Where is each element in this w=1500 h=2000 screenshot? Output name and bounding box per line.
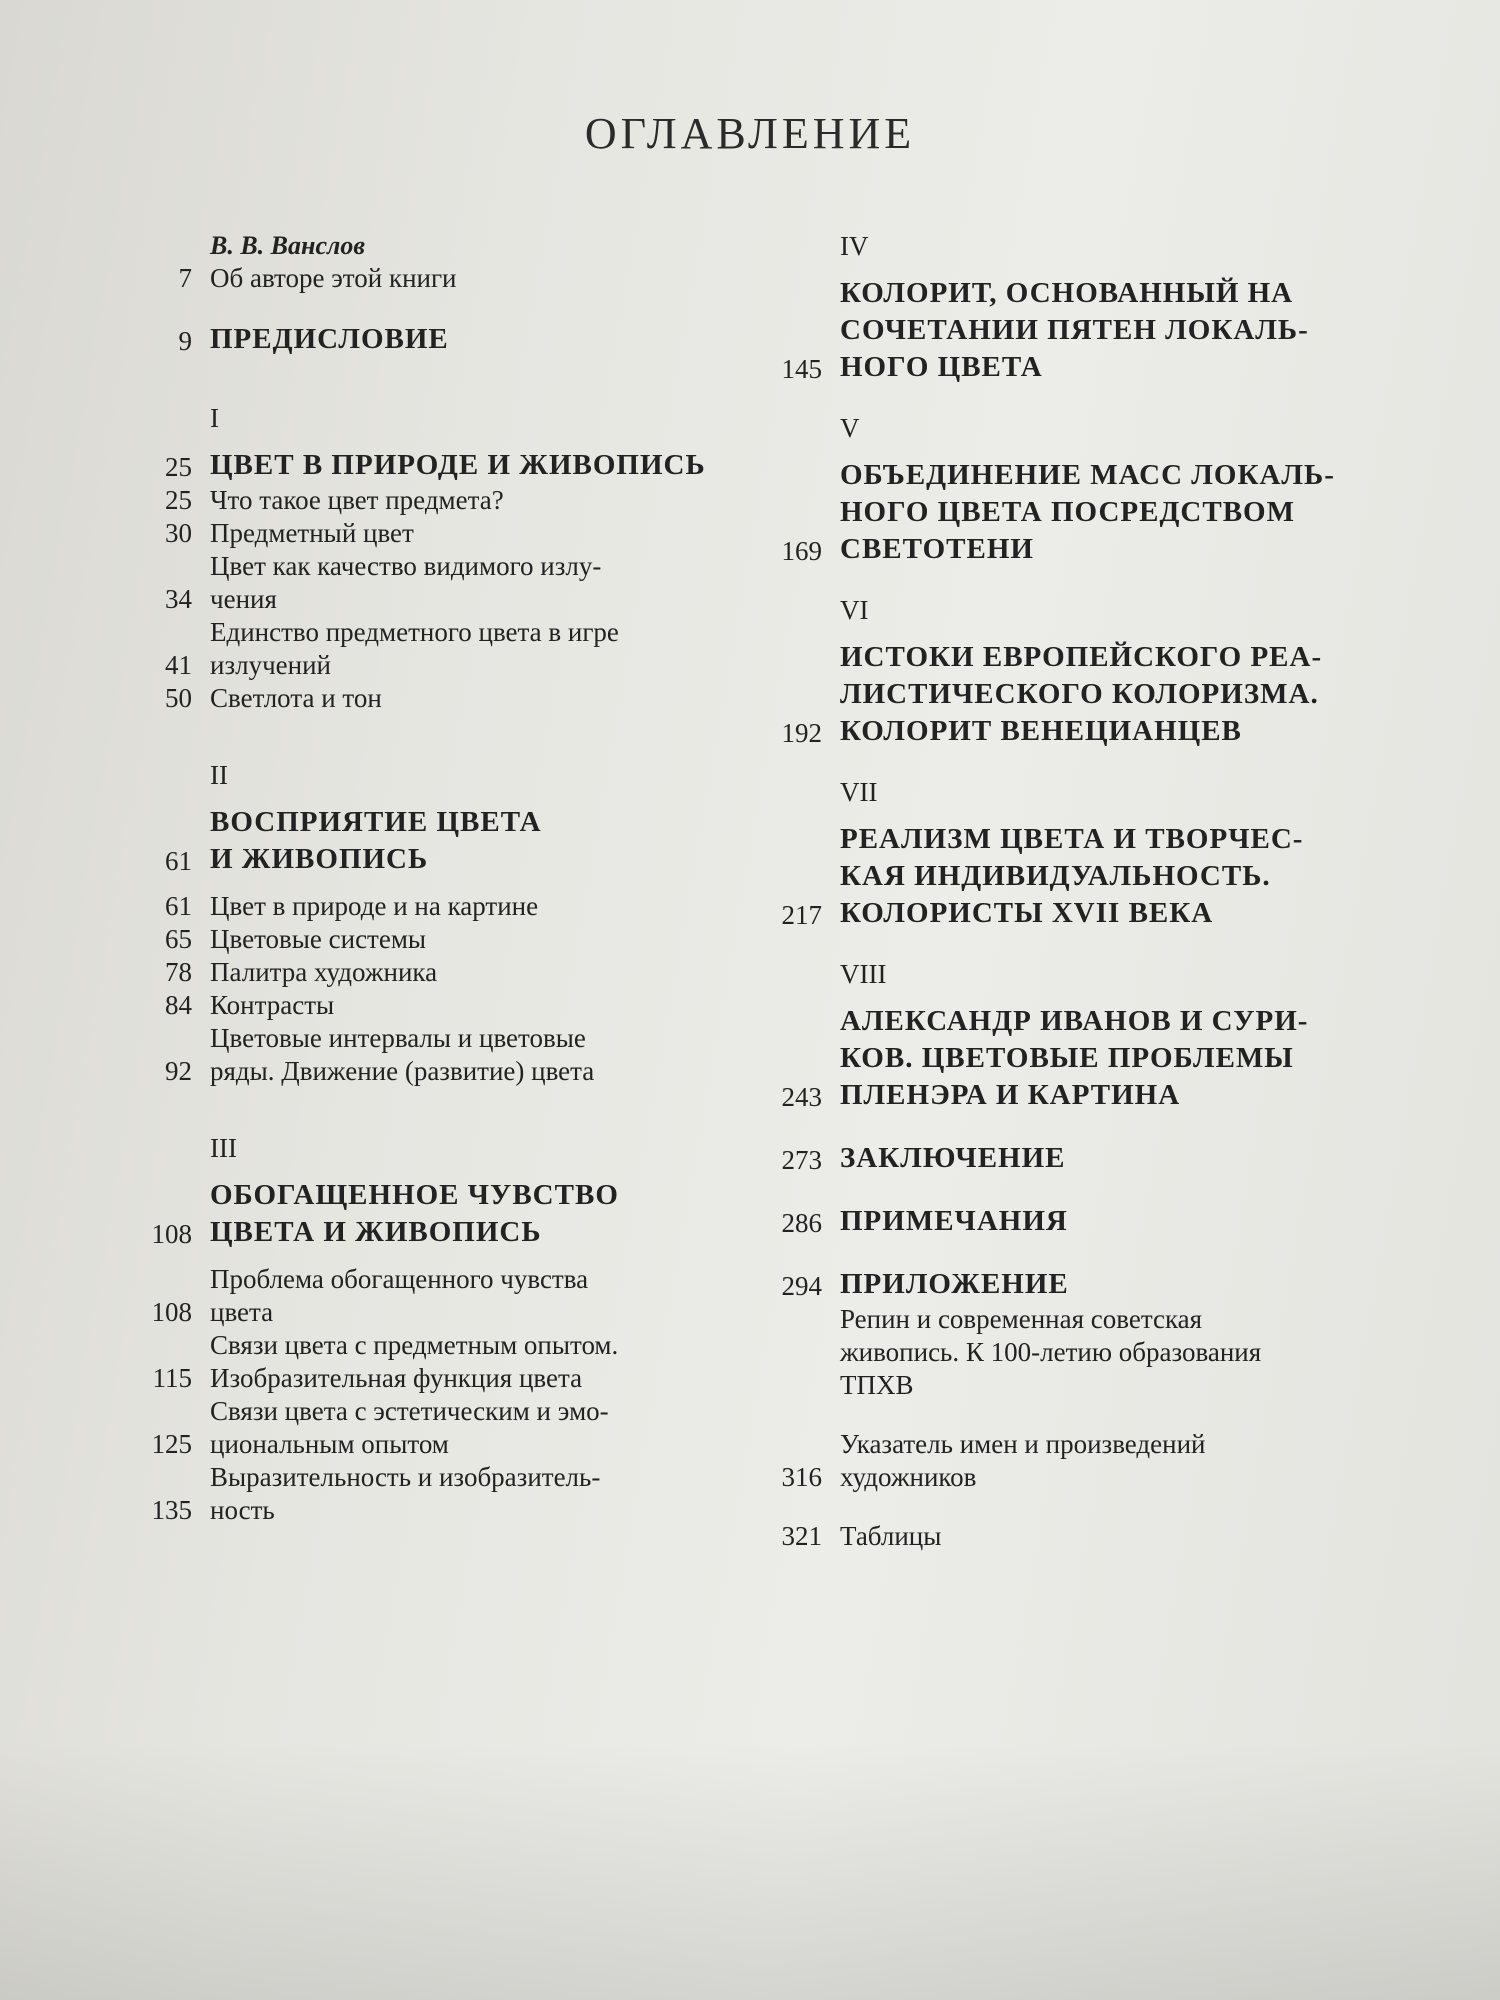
toc-entry[interactable] bbox=[130, 616, 750, 682]
entry-title: Цветовые системы bbox=[210, 924, 427, 954]
page-number: 135 bbox=[151, 1495, 192, 1525]
page-number: 9 bbox=[178, 326, 192, 356]
page-number: 294 bbox=[781, 1271, 822, 1301]
page-number: 7 bbox=[178, 263, 192, 293]
entry-title: Предметный цвет bbox=[210, 518, 414, 548]
chapter-number: IV bbox=[840, 231, 869, 261]
page-number: 321 bbox=[781, 1521, 822, 1551]
page-number: 273 bbox=[781, 1145, 822, 1175]
page-number: 61 bbox=[165, 891, 192, 921]
toc-chapter-heading[interactable] bbox=[130, 1177, 750, 1251]
entry-title: Связи цвета с предметным опытом. Изобразительная функция цвета bbox=[210, 1330, 619, 1393]
toc-entry[interactable] bbox=[130, 1022, 750, 1088]
toc-entry-appendix[interactable] bbox=[760, 1266, 1360, 1303]
chapter-title: ОБОГАЩЕННОЕ ЧУВСТВО ЦВЕТА И ЖИВОПИСЬ bbox=[210, 1179, 619, 1248]
toc-chapter-heading[interactable] bbox=[130, 804, 750, 878]
toc-entry[interactable] bbox=[130, 550, 750, 616]
entry-title: Светлота и тон bbox=[210, 683, 382, 713]
page-title: ОГЛАВЛЕНИЕ bbox=[584, 109, 916, 158]
entry-title: ПРЕДИСЛОВИЕ bbox=[210, 323, 449, 355]
chapter-title: РЕАЛИЗМ ЦВЕТА И ТВОРЧЕС- КАЯ ИНДИВИДУАЛЬНОСТЬ. КОЛОРИСТЫ XVII ВЕКА bbox=[840, 823, 1304, 929]
entry-title: Цветовые интервалы и цветовые ряды. Движение (развитие) цвета bbox=[210, 1023, 595, 1086]
entry-title: ПРИМЕЧАНИЯ bbox=[840, 1205, 1068, 1237]
toc-entry-tables[interactable] bbox=[760, 1520, 1360, 1553]
chapter-title: КОЛОРИТ, ОСНОВАННЫЙ НА СОЧЕТАНИИ ПЯТЕН ЛОКАЛЬ- НОГО ЦВЕТА bbox=[840, 277, 1309, 383]
chapter-title: ОБЪЕДИНЕНИЕ МАСС ЛОКАЛЬ- НОГО ЦВЕТА ПОСРЕДСТВОМ СВЕТОТЕНИ bbox=[840, 459, 1335, 565]
chapter-number: VI bbox=[840, 595, 869, 625]
page-number: 169 bbox=[781, 536, 822, 566]
page-number: 286 bbox=[781, 1208, 822, 1238]
toc-entry[interactable] bbox=[130, 989, 750, 1022]
toc-entry-preface[interactable] bbox=[130, 321, 750, 358]
toc-entry[interactable] bbox=[130, 1395, 750, 1461]
entry-title: Цвет в природе и на картине bbox=[210, 891, 539, 921]
toc-entry[interactable] bbox=[130, 517, 750, 550]
chapter-number: III bbox=[210, 1133, 237, 1163]
toc-entry-about[interactable] bbox=[130, 262, 750, 295]
toc-entry-notes[interactable] bbox=[760, 1203, 1360, 1240]
toc-entry[interactable] bbox=[130, 484, 750, 517]
page-number: 115 bbox=[152, 1363, 192, 1393]
toc-chapter-heading[interactable] bbox=[760, 275, 1360, 386]
chapter-number: VII bbox=[840, 777, 878, 807]
chapter-title: ЦВЕТ В ПРИРОДЕ И ЖИВОПИСЬ bbox=[210, 449, 706, 481]
toc-right-column bbox=[760, 230, 1360, 1553]
page-number: 34 bbox=[165, 584, 192, 614]
entry-title: Таблицы bbox=[840, 1521, 942, 1551]
page-number: 108 bbox=[151, 1219, 192, 1249]
toc-entry[interactable] bbox=[130, 682, 750, 715]
toc-entry[interactable] bbox=[130, 923, 750, 956]
page-number: 217 bbox=[781, 900, 822, 930]
page-number: 65 bbox=[165, 924, 192, 954]
page-number: 145 bbox=[781, 354, 822, 384]
toc-entry-index[interactable] bbox=[760, 1428, 1360, 1494]
page-number: 243 bbox=[781, 1082, 822, 1112]
chapter-title: ИСТОКИ ЕВРОПЕЙСКОГО РЕА- ЛИСТИЧЕСКОГО КОЛОРИЗМА. КОЛОРИТ ВЕНЕЦИАНЦЕВ bbox=[840, 641, 1323, 747]
toc-entry[interactable] bbox=[130, 1461, 750, 1527]
toc-left-column bbox=[130, 230, 750, 1527]
page-number: 61 bbox=[165, 846, 192, 876]
chapter-number: VIII bbox=[840, 959, 887, 989]
entry-title: Об авторе этой книги bbox=[210, 263, 457, 293]
page-number: 316 bbox=[781, 1462, 822, 1492]
entry-title: Связи цвета с эстетическим и эмо- циональным опытом bbox=[210, 1396, 609, 1459]
chapter-title: ВОСПРИЯТИЕ ЦВЕТА И ЖИВОПИСЬ bbox=[210, 806, 542, 875]
page-number: 41 bbox=[165, 650, 192, 680]
author-name: В. В. Ванслов bbox=[210, 231, 365, 260]
entry-title: Указатель имен и произведений художников bbox=[840, 1429, 1206, 1492]
entry-title: Выразительность и изобразитель- ность bbox=[210, 1462, 601, 1525]
page-number: 25 bbox=[165, 485, 192, 515]
entry-title: ПРИЛОЖЕНИЕ bbox=[840, 1268, 1069, 1300]
toc-chapter-heading[interactable] bbox=[760, 639, 1360, 750]
entry-title: Что такое цвет предмета? bbox=[210, 485, 504, 515]
entry-title: Контрасты bbox=[210, 990, 335, 1020]
entry-title: Палитра художника bbox=[210, 957, 438, 987]
toc-chapter-heading[interactable] bbox=[760, 457, 1360, 568]
toc-entry[interactable] bbox=[130, 1329, 750, 1395]
page-number: 192 bbox=[781, 718, 822, 748]
page-number: 30 bbox=[165, 518, 192, 548]
chapter-number: I bbox=[210, 403, 219, 433]
toc-entry[interactable] bbox=[130, 890, 750, 923]
page-number: 25 bbox=[165, 452, 192, 482]
page-number: 50 bbox=[165, 683, 192, 713]
toc-chapter-heading[interactable] bbox=[760, 821, 1360, 932]
toc-entry[interactable] bbox=[130, 956, 750, 989]
toc-entry-conclusion[interactable] bbox=[760, 1140, 1360, 1177]
chapter-number: II bbox=[210, 760, 228, 790]
toc-chapter-heading[interactable] bbox=[760, 1003, 1360, 1114]
entry-title: Цвет как качество видимого излу- чения bbox=[210, 551, 602, 614]
toc-chapter-heading[interactable] bbox=[130, 447, 750, 484]
page-number: 78 bbox=[165, 957, 192, 987]
toc-entry[interactable] bbox=[130, 1263, 750, 1329]
toc-entry-appendix-sub[interactable] bbox=[760, 1303, 1360, 1402]
entry-title: Единство предметного цвета в игре излучений bbox=[210, 617, 619, 680]
entry-title: ЗАКЛЮЧЕНИЕ bbox=[840, 1142, 1066, 1174]
entry-title: Проблема обогащенного чувства цвета bbox=[210, 1264, 589, 1327]
page-shadow bbox=[0, 1740, 1500, 2000]
entry-title: Репин и современная советская живопись. К 100-летию образования ТПХВ bbox=[840, 1304, 1262, 1400]
chapter-number: V bbox=[840, 413, 860, 443]
page-number: 84 bbox=[165, 990, 192, 1020]
chapter-title: АЛЕКСАНДР ИВАНОВ И СУРИ- КОВ. ЦВЕТОВЫЕ ПРОБЛЕМЫ ПЛЕНЭРА И КАРТИНА bbox=[840, 1005, 1309, 1111]
page-number: 92 bbox=[165, 1056, 192, 1086]
page-number: 125 bbox=[151, 1429, 192, 1459]
page-number: 108 bbox=[151, 1297, 192, 1327]
